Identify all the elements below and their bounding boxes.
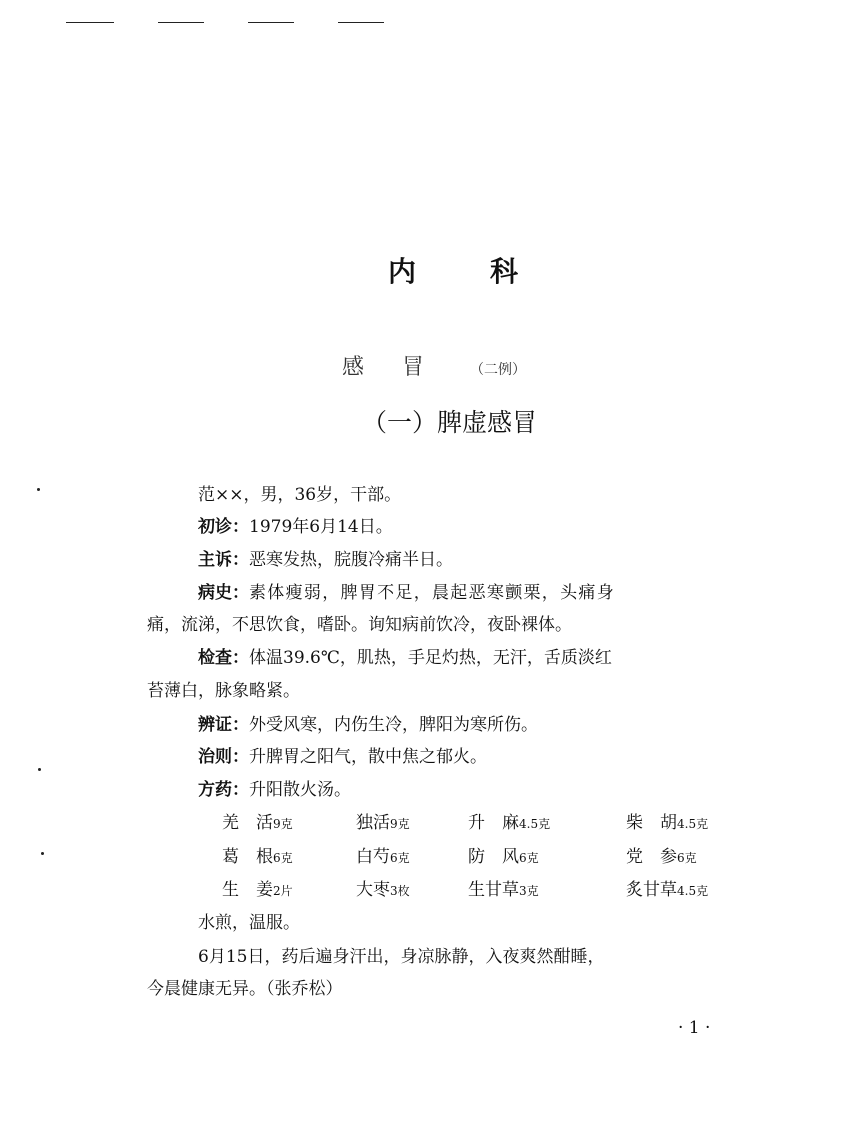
followup-line-2: 今晨健康无异。（张乔松） [147,979,343,999]
herb-name: 升 麻 [468,813,519,833]
herb-name: 羌 活 [222,813,273,833]
header-rule [338,22,384,23]
herb-name: 葛 根 [222,847,273,867]
herb-name: 大枣 [356,880,390,900]
history-text-1: 素体瘦弱，脾胃不足，晨起恶寒颤栗，头痛身 [249,583,615,603]
subsection-title: （一）脾虚感冒 [362,408,538,437]
treatment-principle [198,742,487,767]
herb-name: 防 风 [468,847,519,867]
formula-text: 升阳散火汤。 [249,780,351,800]
herb-dose: 4.5克 [677,884,709,898]
herb-name: 生 姜 [222,880,273,900]
history-label: 病史： [198,583,249,603]
herb-dose: 6克 [273,851,293,865]
complaint-label: 主诉： [198,550,249,570]
herb-dose: 9克 [273,817,293,831]
herb-item [626,842,697,867]
followup-line-1: 6月15日，药后遍身汗出，身凉脉静，入夜爽然酣睡， [198,947,605,967]
patient-info: 范××，男，36岁，干部。 [198,485,402,505]
herb-item [626,875,708,900]
herb-name: 柴 胡 [626,813,677,833]
complaint-text: 恶寒发热，脘腹冷痛半日。 [249,550,453,570]
herb-dose: 6克 [677,851,697,865]
first-visit-label: 初诊： [198,517,249,537]
exam-line-1 [198,643,612,668]
header-rule [248,22,294,23]
history-line-1 [198,578,615,603]
section-case-count: （二例） [470,362,527,378]
herb-item [222,808,293,833]
herb-item [626,808,708,833]
herb-item [222,875,293,900]
exam-text-1: 体温39.6℃，肌热，手足灼热，无汗，舌质淡红 [249,648,612,668]
herb-dose: 3克 [519,884,539,898]
diagnosis-text: 外受风寒，内伤生冷，脾阳为寒所伤。 [249,715,538,735]
herb-item [468,875,539,900]
herb-item [356,842,410,867]
herb-item [356,808,410,833]
page-number: · 1 · [678,1018,711,1038]
formula-label: 方药： [198,780,249,800]
formula [198,775,351,800]
herb-dose: 4.5克 [677,817,709,831]
first-visit [198,512,393,537]
treatment-text: 升脾胃之阳气，散中焦之郁火。 [249,747,487,767]
chief-complaint [198,545,453,570]
section-title-text: 感冒 [342,355,463,380]
herb-dose: 6克 [519,851,539,865]
herb-dose: 4.5克 [519,817,551,831]
herb-dose: 6克 [390,851,410,865]
chapter-title [388,250,520,290]
herb-name: 独活 [356,813,390,833]
header-rule [158,22,204,23]
herb-item [468,808,550,833]
first-visit-date: 1979年6月14日。 [249,517,393,537]
chapter-title-right: 科 [490,255,521,288]
history-line-2: 痛，流涕，不思饮食，嗜卧。询知病前饮冷，夜卧裸体。 [147,615,572,635]
herb-name: 炙甘草 [626,880,677,900]
diagnosis [198,710,538,735]
herb-dose: 2片 [273,884,293,898]
herb-item [356,875,410,900]
herb-dose: 9克 [390,817,410,831]
margin-dot [38,768,41,771]
diagnosis-label: 辨证： [198,715,249,735]
header-rule [66,22,114,23]
herb-name: 生甘草 [468,880,519,900]
herb-item [222,842,293,867]
exam-label: 检查： [198,648,249,668]
exam-line-2: 苔薄白，脉象略紧。 [147,681,300,701]
herb-name: 党 参 [626,847,677,867]
herb-item [468,842,539,867]
margin-dot [37,488,40,491]
herb-dose: 3枚 [390,884,410,898]
section-title [342,350,526,381]
decoction-instructions: 水煎，温服。 [198,913,300,933]
treatment-label: 治则： [198,747,249,767]
margin-dot [41,852,44,855]
chapter-title-left: 内 [388,255,419,288]
herb-name: 白芍 [356,847,390,867]
